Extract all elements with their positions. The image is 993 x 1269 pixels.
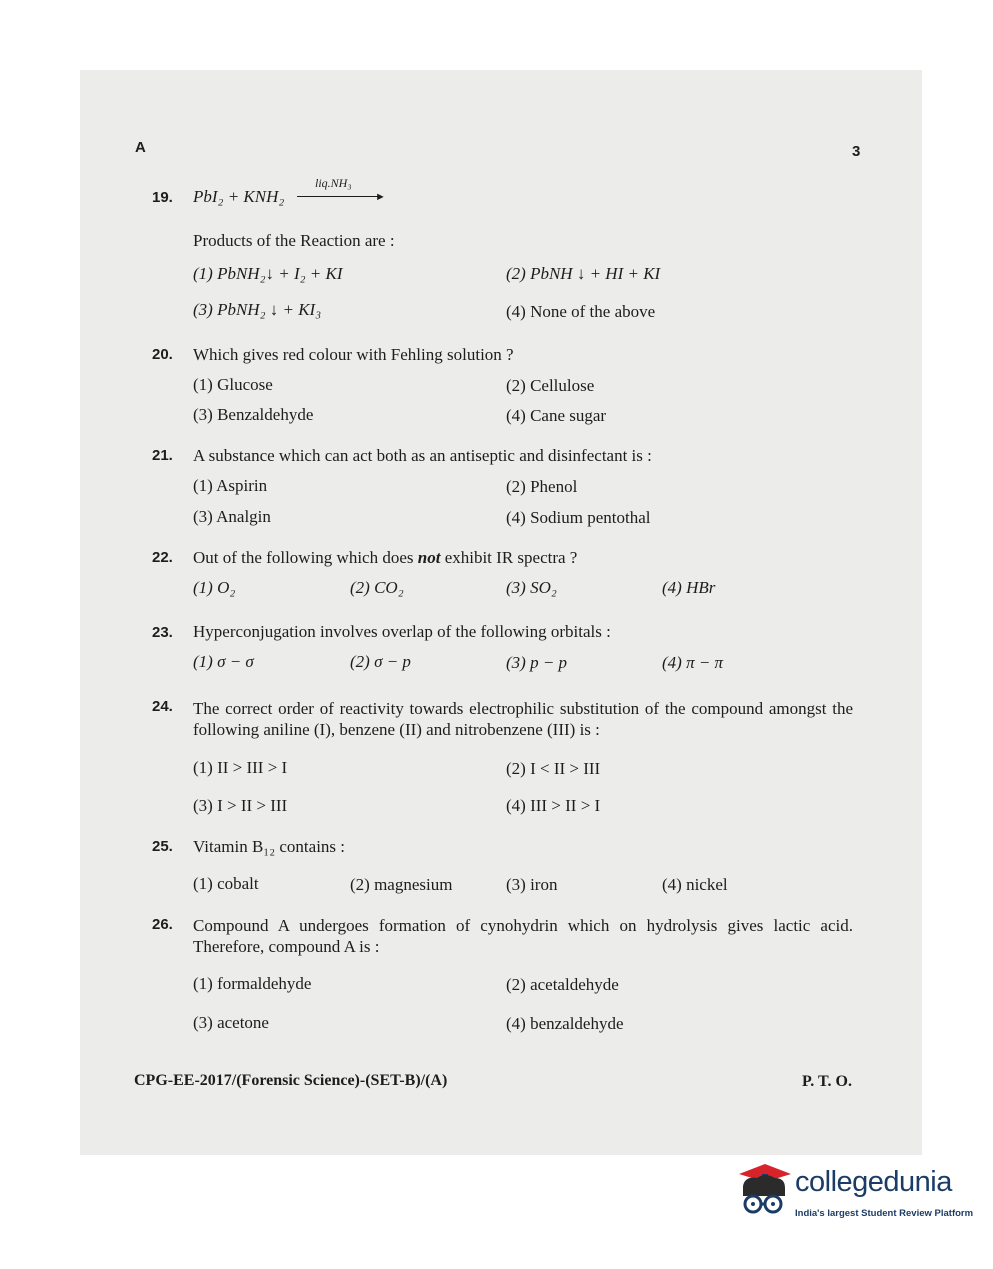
collegedunia-logo (735, 1160, 974, 1230)
arrow-head-icon: ► (375, 191, 386, 203)
option: (4) Sodium pentothal (506, 508, 651, 527)
logo-wordmark: collegedunia (795, 1166, 952, 1198)
option: (4) III > II > I (506, 796, 601, 815)
reaction-arrow (297, 176, 385, 206)
option: (4) nickel (662, 875, 728, 894)
question-number: 22. (152, 549, 173, 566)
question-number: 23. (152, 624, 173, 641)
question-number: 26. (152, 916, 173, 933)
paper-code: CPG-EE-2017/(Forensic Science)-(SET-B)/(A) (134, 1072, 448, 1089)
question-stem: Hyperconjugation involves overlap of the following orbitals : (193, 622, 611, 641)
question-number: 20. (152, 346, 173, 363)
option: (4) π − π (662, 653, 724, 672)
option: (4) HBr (662, 578, 716, 597)
question-number: 19. (152, 189, 173, 206)
arrow-label: liq.NH₃ (315, 176, 352, 190)
question-number: 21. (152, 447, 173, 464)
option: (2) Cellulose (506, 376, 595, 395)
option: (3) iron (506, 875, 558, 894)
set-letter: A (135, 139, 146, 156)
option: (2) CO₂ (350, 578, 404, 597)
option: (3) p − p (506, 653, 568, 672)
question-stem: Out of the following which does not exhibit IR spectra ? (193, 548, 578, 567)
option: (1) PbNH₂↓ + I₂ + KI (193, 264, 343, 283)
question-stem: Which gives red colour with Fehling solution ? (193, 345, 514, 364)
option: (3) SO₂ (506, 578, 557, 597)
reaction-equation: PbI₂ + KNH₂ (193, 187, 285, 206)
option: (1) II > III > I (193, 758, 288, 777)
option: (3) acetone (193, 1013, 269, 1032)
option: (1) Glucose (193, 375, 273, 394)
logo-tagline: India's largest Student Review Platform (795, 1208, 974, 1219)
student-mascot-icon (735, 1160, 793, 1222)
question-stem: A substance which can act both as an antiseptic and disinfectant is : (193, 446, 652, 465)
option: (2) magnesium (350, 875, 453, 894)
question-stem: The correct order of reactivity towards electrophilic substitution of the compound amongst the following aniline (I), benzene (II) and nitrobenzene (III) is : (193, 699, 853, 739)
pto-label: P. T. O. (802, 1073, 852, 1090)
option: (4) benzaldehyde (506, 1014, 624, 1033)
option: (2) Phenol (506, 477, 578, 496)
question-number: 25. (152, 838, 173, 855)
question-stem: Vitamin B₁₂ contains : (193, 837, 346, 856)
option: (3) Benzaldehyde (193, 405, 314, 424)
option: (3) Analgin (193, 507, 271, 526)
option: (2) I < II > III (506, 759, 601, 778)
option: (1) σ − σ (193, 652, 254, 671)
question-stem: Products of the Reaction are : (193, 231, 395, 250)
option: (1) O₂ (193, 578, 236, 597)
question-number: 24. (152, 698, 173, 715)
option: (2) σ − p (350, 652, 411, 671)
page-number: 3 (852, 143, 861, 160)
option: (2) acetaldehyde (506, 975, 619, 994)
option: (2) PbNH ↓ + HI + KI (506, 264, 661, 283)
option: (3) I > II > III (193, 796, 288, 815)
option: (3) PbNH₂ ↓ + KI₃ (193, 300, 322, 319)
option: (1) formaldehyde (193, 974, 312, 993)
option: (4) None of the above (506, 302, 656, 321)
option: (4) Cane sugar (506, 406, 607, 425)
question-stem: Compound A undergoes formation of cynohydrin which on hydrolysis gives lactic acid. Therefore, compound A is : (193, 916, 853, 956)
option: (1) cobalt (193, 874, 259, 893)
option: (1) Aspirin (193, 476, 268, 495)
emphasis-not: not (417, 548, 441, 567)
